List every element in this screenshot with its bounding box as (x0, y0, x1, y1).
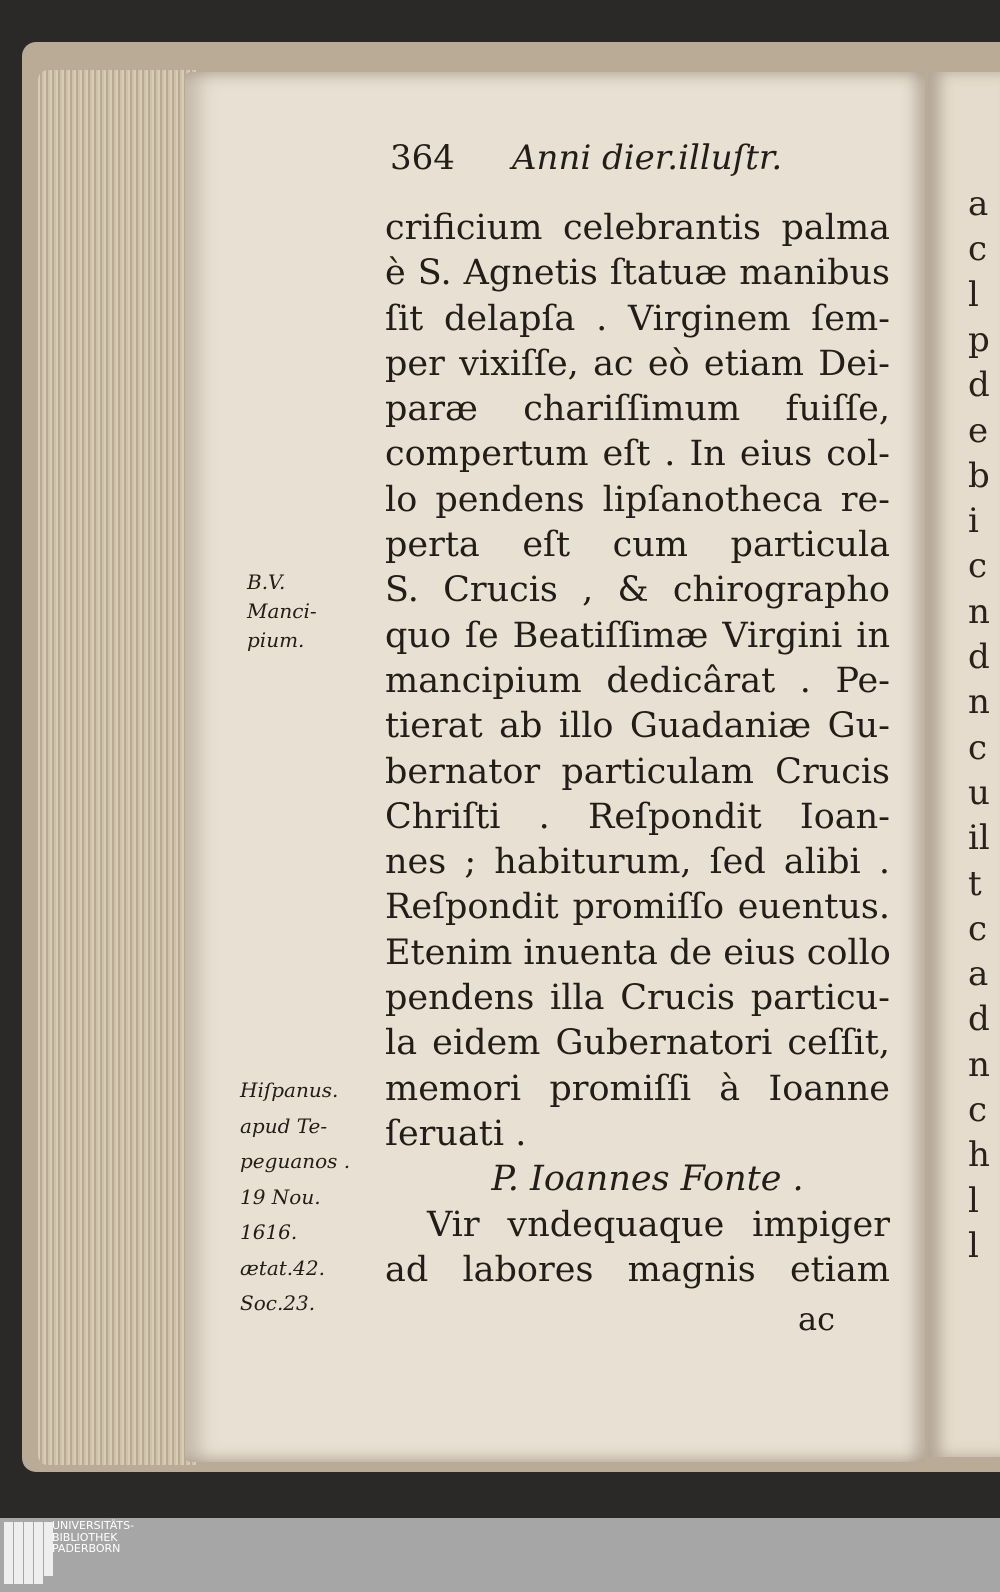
next-page-fragment: n (968, 591, 990, 632)
next-page-fragment: p (968, 319, 990, 360)
library-footer (0, 1518, 1000, 1592)
next-page-fragment: l (968, 1180, 979, 1221)
text-line: nes ; habiturum, ſed alibi . (385, 842, 890, 883)
margin-note-line: 1616. (240, 1220, 298, 1244)
text-line: memori promiſſi à Ioanne (385, 1068, 890, 1109)
next-page-fragment: c (968, 546, 988, 587)
body-text (385, 206, 890, 1293)
margin-note-line: apud Te- (240, 1113, 328, 1138)
text-line: ad labores magnis etiam (385, 1249, 890, 1290)
text-line: tierat ab illo Guadaniæ Gu- (385, 706, 890, 747)
text-line: lo pendens lipſanotheca re- (385, 479, 890, 520)
next-page-fragment: h (968, 1135, 990, 1176)
text-line: mancipium dedicârat . Pe- (385, 660, 890, 701)
logo-line: PADERBORN (52, 1542, 121, 1555)
text-line: ſeruati . (385, 1113, 527, 1154)
text-line: pendens illa Crucis particu- (385, 978, 890, 1019)
margin-note-line: B.V. (247, 570, 286, 594)
next-page-fragment: l (968, 1225, 979, 1266)
logo-line: UNIVERSITÄTS- (52, 1519, 135, 1532)
text-line: Vir vndequaque impiger (427, 1204, 890, 1245)
next-page-fragment: c (968, 229, 988, 270)
next-page-fragment: d (968, 999, 990, 1040)
next-page-fragment: u (968, 772, 990, 813)
next-page-fragment: d (968, 365, 990, 406)
text-line: paræ chariſſimum fuiſſe, (385, 389, 890, 430)
margin-note-line: 19 Nou. (240, 1184, 321, 1209)
next-page-sliver (928, 72, 1000, 1457)
margin-note-line: Manci- (247, 599, 317, 623)
next-page-fragment: e (968, 410, 989, 451)
text-line: è S. Agnetis ſtatuæ manibus (385, 253, 890, 294)
next-page-fragment: l (968, 274, 979, 315)
text-line: perta eſt cum particula (385, 525, 890, 566)
page-number: 364 (390, 138, 455, 178)
next-page-fragment: c (968, 1090, 988, 1130)
text-line: bernator particulam Crucis (385, 751, 890, 792)
text-line: ſit delapſa . Virginem ſem- (385, 298, 890, 339)
text-line: Reſpondit promiſſo euentus. (385, 887, 890, 928)
margin-note-line: pium. (247, 628, 305, 652)
text-line: crificium celebrantis palma (385, 208, 890, 248)
catchword: ac (798, 1300, 835, 1338)
section-heading: P. Ioannes Fonte . (491, 1159, 804, 1200)
text-line: compertum eſt . In eius col- (385, 434, 890, 475)
next-page-fragment: c (968, 908, 988, 949)
text-line: S. Crucis , & chirographo (385, 570, 890, 611)
next-page-fragment: a (968, 954, 989, 995)
margin-note-line: Hiſpanus. (240, 1078, 339, 1102)
text-line: la eidem Gubernatori ceſſit, (385, 1023, 890, 1064)
text-line: Etenim inuenta de eius collo (385, 932, 891, 973)
page-edges (38, 70, 198, 1465)
running-head: Anni dier.illuſtr. (512, 138, 783, 178)
margin-note-line: Soc.23. (240, 1291, 316, 1315)
margin-note-biography (240, 1073, 350, 1322)
logo-line: BIBLIOTHEK (52, 1530, 118, 1544)
text-line: quo ſe Beatiſſimæ Virgini in (385, 615, 890, 656)
next-page-fragment: n (968, 682, 990, 723)
next-page-fragment: i (968, 501, 979, 542)
library-logo-text (52, 1520, 134, 1555)
text-line: per vixiſſe, ac eò etiam Dei- (385, 343, 890, 384)
next-page-fragment: d (968, 637, 990, 677)
margin-note-line: peguanos . (240, 1149, 351, 1173)
next-page-fragment: t (968, 863, 982, 904)
margin-note-virgin (247, 568, 317, 655)
next-page-fragment: n (968, 1044, 990, 1085)
next-page-fragment: a (968, 184, 989, 224)
next-page-fragment: b (968, 455, 990, 496)
next-page-fragment: c (968, 727, 988, 768)
text-line: Chriſti . Reſpondit Ioan- (385, 796, 890, 837)
next-page-fragment: il (968, 818, 990, 859)
margin-note-line: ætat.42. (240, 1255, 325, 1280)
